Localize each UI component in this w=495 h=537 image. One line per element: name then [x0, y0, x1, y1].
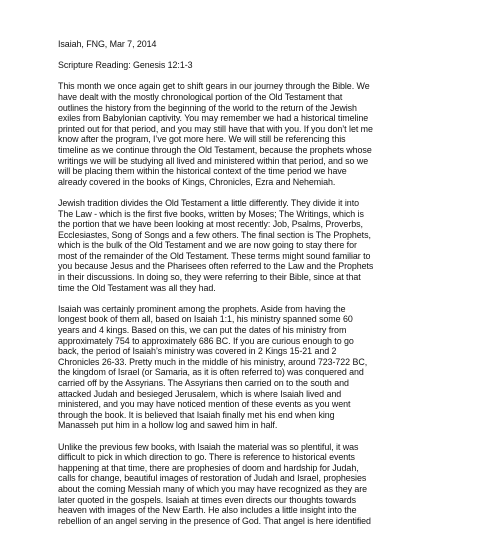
- paragraph-line: Unlike the previous few books, with Isaiah the material was so plentiful, it was: [58, 441, 359, 452]
- paragraph-line: longest book of them all, based on Isaiah 1:1, his ministry spanned some 60: [58, 314, 353, 325]
- paragraph-line: timeline as we continue through the Old Testament, because the prophets whose: [58, 144, 372, 155]
- paragraph-line: exiles from Babylonian captivity. You may remember we had a historical timeline: [58, 113, 369, 124]
- paragraph-line: will be placing them within the historical context of the time period we have: [58, 166, 347, 177]
- paragraph-line: about the coming Messiah many of which you may have recognized as they are: [58, 483, 368, 494]
- paragraph-line: you because Jesus and the Pharisees often referred to the Law and the Prophets: [58, 261, 374, 272]
- paragraph-line: have dealt with the mostly chronological portion of the Old Testament that: [58, 91, 343, 102]
- paragraph-line: calls for change, beautiful images of restoration of Judah and Israel, prophesies: [58, 473, 367, 484]
- paragraph-line: most of the remainder of the Old Testament. These terms might sound familiar to: [58, 250, 371, 261]
- paragraph-line: Manasseh put him in a hollow log and sawed him in half.: [58, 420, 278, 431]
- paragraph-line: ministered, and you may have noticed mention of these events as you went: [58, 399, 351, 410]
- paragraph-line: know after the program, I’ve got more here. We will still be referencing this: [58, 134, 346, 145]
- paragraph-line: Jewish tradition divides the Old Testament a little differently. They divide it into: [58, 197, 359, 208]
- paragraph-line: through the book. It is believed that Isaiah finally met his end when king: [58, 409, 335, 420]
- paragraph-line: Ecclesiastes, Song of Songs and a few others. The final section is The Prophets,: [58, 229, 371, 240]
- paragraph-line: approximately 754 to approximately 686 BC. If you are curious enough to go: [58, 335, 354, 346]
- paragraph-line: the kingdom of Israel (or Samaria, as it is often referred to) was conquered and: [58, 367, 364, 378]
- paragraph-line: the portion that we have been looking at most recently: Job, Psalms, Proverbs,: [58, 219, 363, 230]
- paragraph-line: happening at that time, there are prophesies of doom and hardship for Judah,: [58, 462, 359, 473]
- paragraph-3: [58, 304, 478, 431]
- paragraph-line: heaven with images of the New Earth. He also includes a little insight into the: [58, 505, 357, 516]
- scripture-reading: Scripture Reading: Genesis 12:1-3: [58, 60, 193, 71]
- paragraph-line: difficult to pick in which direction to go. There is reference to historical events: [58, 452, 355, 463]
- paragraph-line: time the Old Testament was all they had.: [58, 282, 216, 293]
- paragraph-4: [58, 442, 478, 527]
- paragraph-1: [58, 81, 478, 187]
- document-body: [58, 39, 478, 537]
- document-header: Isaiah, FNG, Mar 7, 2014: [58, 39, 157, 49]
- paragraph-list: [58, 81, 478, 526]
- paragraph-line: back, the period of Isaiah’s ministry was covered in 2 Kings 15-21 and 2: [58, 346, 337, 357]
- paragraph-line: Chronicles 26-33. Pretty much in the middle of his ministry, around 723-722 BC,: [58, 356, 368, 367]
- paragraph-line: This month we once again get to shift gears in our journey through the Bible. We: [58, 81, 370, 92]
- paragraph-line: writings we will be studying all lived and ministered within that period, and so we: [58, 155, 369, 166]
- paragraph-line: attacked Judah and besieged Jerusalem, which is where Isaiah lived and: [58, 388, 342, 399]
- paragraph-line: years and 4 kings. Based on this, we can put the dates of his ministry from: [58, 325, 347, 336]
- paragraph-line: outlines the history from the beginning of the world to the return of the Jewish: [58, 102, 357, 113]
- paragraph-line: later quoted in the gospels. Isaiah at times even directs our thoughts towards: [58, 494, 357, 505]
- paragraph-line: Isaiah was certainly prominent among the prophets. Aside from having the: [58, 303, 346, 314]
- paragraph-line: rebellion of an angel serving in the presence of God. That angel is here identified: [58, 515, 371, 526]
- paragraph-line: carried off by the Assyrians. The Assyrians then carried on to the south and: [58, 378, 349, 388]
- paragraph-line: The Law - which is the first five books, written by Moses; The Writings, which is: [58, 208, 364, 219]
- paragraph-2: [58, 198, 478, 293]
- paragraph-line: which is the bulk of the Old Testament and we are now going to stay there for: [58, 240, 357, 251]
- paragraph-line: already covered in the books of Kings, Chronicles, Ezra and Nehemiah.: [58, 176, 336, 187]
- paragraph-line: in their discussions. In doing so, they were referring to their Bible, since at that: [58, 272, 361, 283]
- paragraph-line: printed out for that period, and you may still have that with you. If you don’t let me: [58, 123, 373, 134]
